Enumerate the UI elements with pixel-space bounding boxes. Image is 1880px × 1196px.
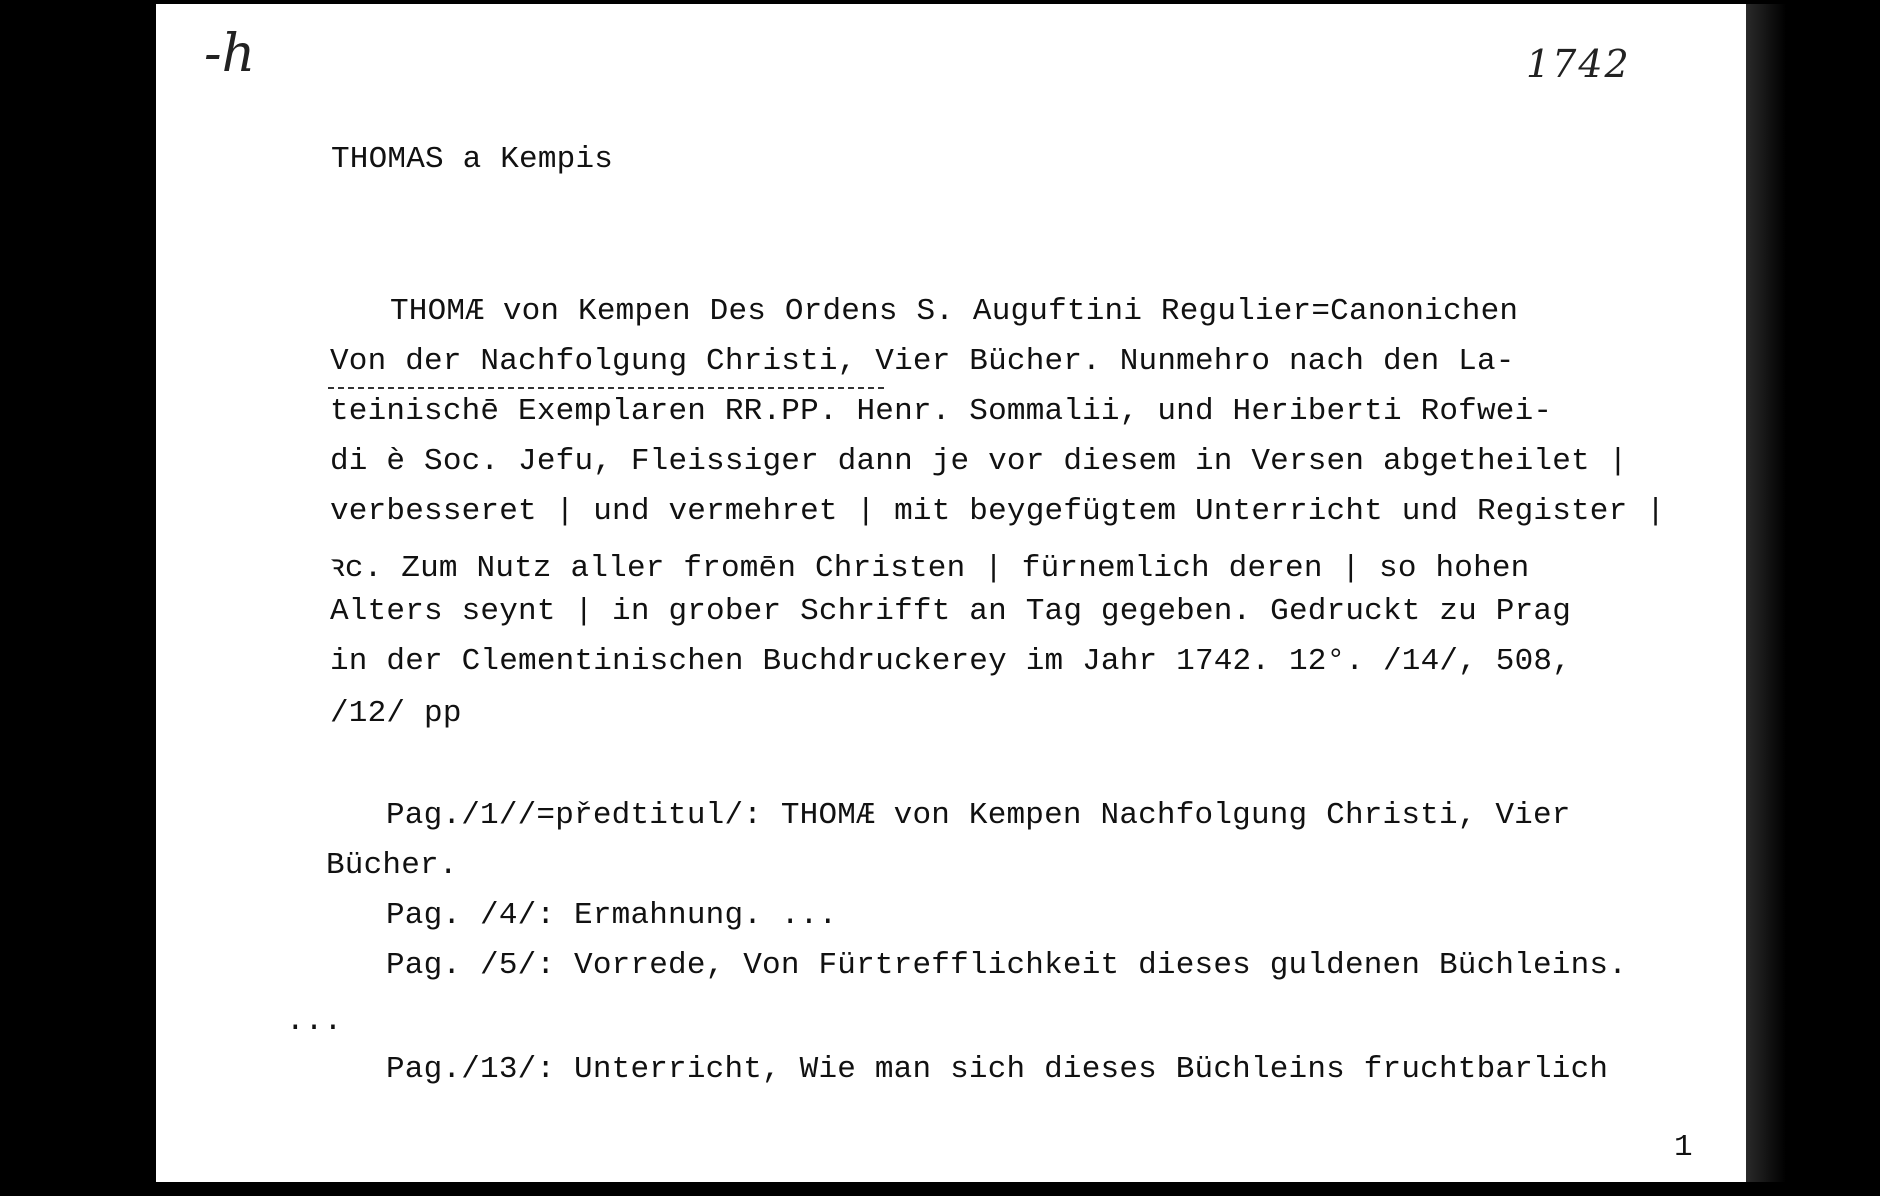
page-number: 1 [1674,1130,1693,1165]
handwritten-mark: -h [204,24,256,84]
description-line: di è Soc. Jefu, Fleissiger dann je vor diesem in Versen abgetheilet | [330,444,1628,479]
pagination-line: Pag. /4/: Ermahnung. ... [386,898,838,933]
card-edge-shadow [1746,4,1786,1182]
handwritten-year: 1742 [1526,42,1631,86]
title-underline [328,387,884,389]
pagination-line: Pag./13/: Unterricht, Wie man sich dieses Büchleins fruchtbarlich [386,1052,1609,1087]
catalog-card [156,4,1746,1182]
description-line: teinischē Exemplaren RR.PP. Henr. Sommalii, und Heriberti Rofwei- [330,394,1553,429]
pagination-line: Pag./1//=předtitul/: THOMÆ von Kempen Nachfolgung Christi, Vier [386,798,1571,833]
description-line: THOMÆ von Kempen Des Ordens S. Auguftini Regulier=Canonichen [390,294,1519,329]
description-line: Alters seynt | in grober Schrifft an Tag gegeben. Gedruckt zu Prag [330,594,1571,629]
description-line: ꝛc. Zum Nutz aller fromēn Christen | fürnemlich deren | so hohen [330,551,1530,586]
pagination-line: Pag. /5/: Vorrede, Von Fürtrefflichkeit dieses guldenen Büchleins. [386,948,1627,983]
description-line: verbesseret | und vermehret | mit beygefügtem Unterricht und Register | [330,494,1666,529]
pagination-line: Bücher. [326,848,458,883]
description-line: Von der Nachfolgung Christi, Vier Bücher. Nunmehro nach den La- [330,344,1515,379]
pagination-line: ... [286,1004,343,1039]
description-line: /12/ pp [330,696,462,731]
description-line: in der Clementinischen Buchdruckerey im Jahr 1742. 12°. /14/, 508, [330,644,1571,679]
author-heading: THOMAS a Kempis [331,142,614,177]
